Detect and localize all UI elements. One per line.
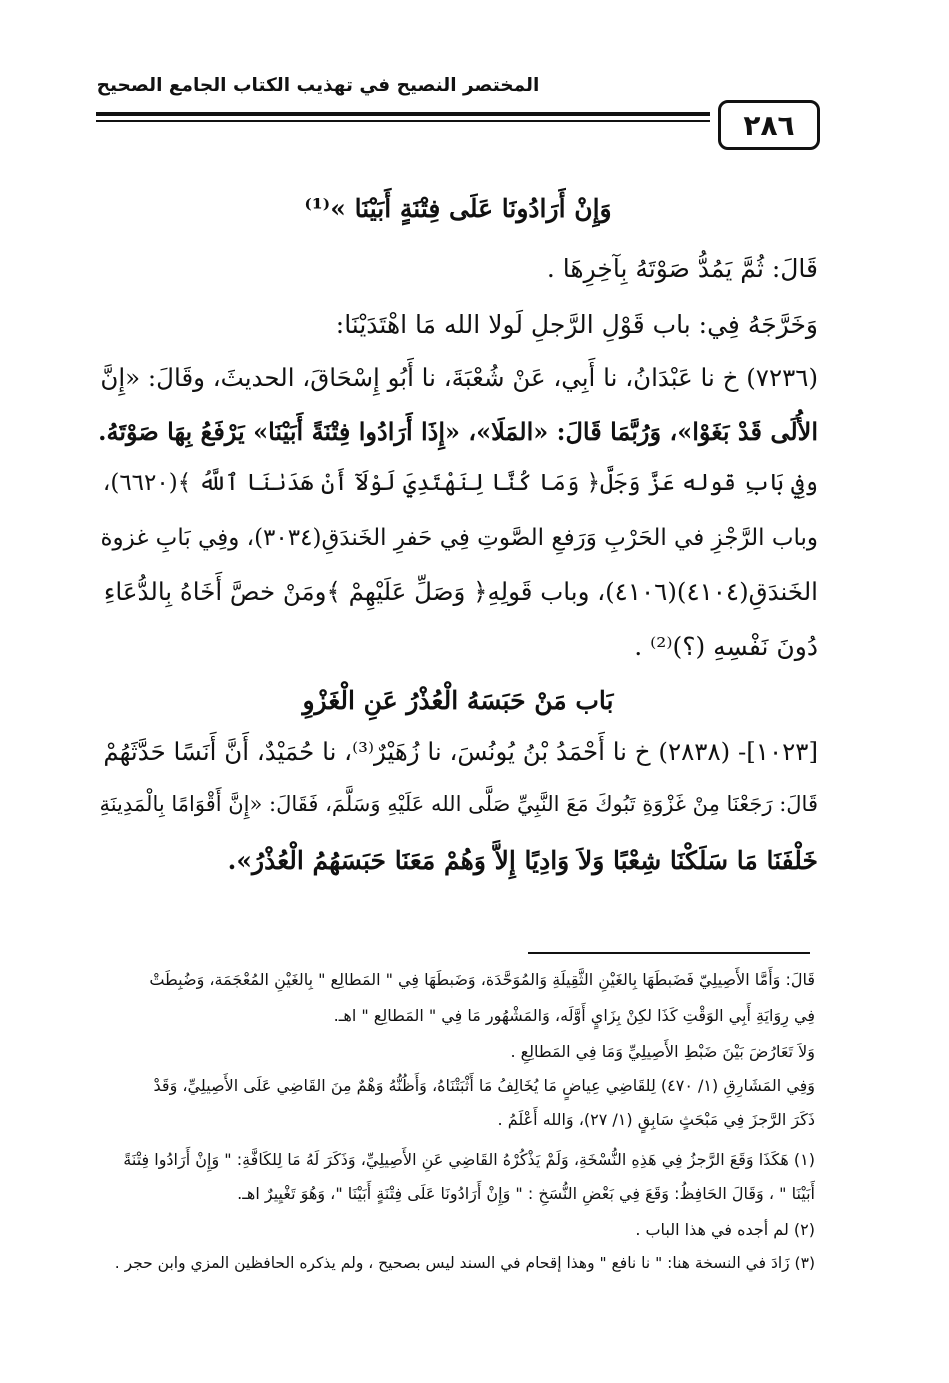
footnote-line: قَالَ: وَأَمَّا الأَصِيلِيّ فَضَبطَهَا بِالغَيْنِ الثَّقِيلَةِ وَالمُوَحَّدَة، وَضَبطَهَا فِي " المَطالِع " بِالغَيْنِ المُعْجَمَة، وَضُبِطَتْ [149, 970, 815, 989]
text-line: (٧٢٣٦) خ نا عَبْدَانُ، نا أَبِي، عَنْ شُعْبَةَ، نا أَبُو إِسْحَاقَ، الحديثَ، وقَالَ: «إِنَّ [100, 363, 818, 392]
hadith-line: [١٠٢٣]- (٢٨٣٨) خ نا أَحْمَدُ بْنُ يُونُسَ، نا زُهَيْرٌ⁽³⁾، نا حُمَيْدٌ، أَنَّ أَنَسًا حَدَّثَهُمْ [103, 737, 818, 766]
footnote-1-cont: أَبَيْنَا " ، وَقَالَ الحَافِظُ: وَقَعَ فِي بَعْضِ النُّسَخِ : " وَإِنْ أَرَادُونَا عَلَى فِتْنَةٍ أَبَيْنَا "، وَهُوَ تَغْيِيرٌ اهـ. [237, 1184, 815, 1203]
hadith-line: خَلْفَنَا مَا سَلَكْنَا شِعْبًا وَلاَ وَادِيًا إِلاَّ وَهُمْ مَعَنَا حَبَسَهُمُ الْعُذْرُ». [227, 846, 818, 875]
text-line: وباب الرَّجْزِ في الحَرْبِ وَرَفعِ الصَّوتِ فِي حَفرِ الخَندَقِ(٣٠٣٤)، وفِي بَابِ غزوة [100, 525, 818, 551]
text-line: وَخَرَّجَهُ فِي: باب قَوْلِ الرَّجلِ لَولا الله مَا اهْتَدَيْنَا: [335, 310, 818, 339]
text-line: دُونَ نَفْسِهِ (؟)⁽²⁾ . [634, 632, 818, 661]
text-line: وفِي بَابِ قوله عَزَّ وَجَلَّ﴿ وَمَا كُنَّا لِنَهْتَدِيَ لَوْلَآ أَنْ هَدَىٰنَا ٱللَّهُ ﴾(٦٦٢٠)، [102, 470, 818, 496]
footnote-line: فِي رِوَايَةِ أَبِي الوَقْتِ كَذَا لكِنْ بِزَايٍ أَوَّلَه، وَالمَشْهُور مَا فِي " المَطالِع " اهـ. [333, 1006, 815, 1025]
verse-line: وَإِنْ أَرَادُونَا عَلَى فِتْنَةٍ أَبَيْنَا »⁽¹⁾ [304, 194, 612, 223]
footnote-2: (٢) لم أجده في هذا الباب . [635, 1220, 815, 1239]
footnote-1: (١) هَكَذَا وَقَعَ الرَّجزُ فِي هَذِهِ النُّسْخَةِ، وَلَمْ يَذْكُرْهُ القَاضِي عَنِ الأَصِيلِيِّ، وَذَكَرَ لَهُ مَا لِلكَافَّةِ: " وَإِنْ أَرَادُوا فِتْنَةً [123, 1150, 815, 1169]
footnote-line: وَفِي المَشَارِقِ (١/ ٤٧٠) لِلقَاضِي عِياضٍ مَا يُخَالِفُ مَا أَثْبَتْنَاهُ، وَأَظُنُّهُ وَهْمٌ مِنَ القَاضِي عَلَى الأَصِيلِيِّ، وَقَدْ [153, 1076, 815, 1095]
page-number: ٢٨٦ [718, 100, 820, 150]
running-title: المختصر النصيح في تهذيب الكتاب الجامع الصحيح [96, 75, 540, 96]
text-line: قَالَ: ثُمَّ يَمُدُّ صَوْتَهُ بِآخِرِهَا . [546, 254, 818, 283]
text-line: الخَندَقِ(٤١٠٤)(٤١٠٦)، وباب قَولِهِ﴿ وَصَلِّ عَلَيْهِمْ ﴾ومَنْ خصَّ أَخَاهُ بِالدُّعَاءِ [103, 577, 818, 606]
chapter-heading: بَاب مَنْ حَبَسَهُ الْعُذْرُ عَنِ الْغَزْوِ [302, 686, 614, 715]
footnote-line: وَلاَ تَعَارُضَ بَيْنَ ضَبْطِ الأَصِيلِيِّ وَمَا فِي المَطالِعِ . [510, 1042, 815, 1061]
footnote-3: (٣) زَادَ في النسخة هنا: " نا نافع " وهذا إقحام في السند ليس بصحيح ، ولم يذكره الحافظين المزي وابن حجر . [114, 1254, 815, 1272]
footnotes [100, 0, 815, 1300]
hadith-line: قَالَ: رَجَعْنَا مِنْ غَزْوَةِ تَبُوكَ مَعَ النَّبِيِّ صَلَّى الله عَلَيْهِ وَسَلَّمَ، فَقَالَ: «إِنَّ أَقْوَامًا بِالْمَدِينَةِ [99, 792, 818, 816]
text-line: الأُلَى قَدْ بَغَوْا»، وَرُبَّمَا قَالَ: «المَلَا»، «إِذَا أَرَادُوا فِتْنَةً أَبَيْنَا» يَرْفَعُ بِهَا صَوْتَهُ. [98, 417, 818, 446]
footnote-line: ذَكَرَ الرَّجزَ فِي مَبْحَثٍ سَابِقٍ (١/ ٢٧)، وَالله أَعْلَمُ . [497, 1110, 815, 1129]
